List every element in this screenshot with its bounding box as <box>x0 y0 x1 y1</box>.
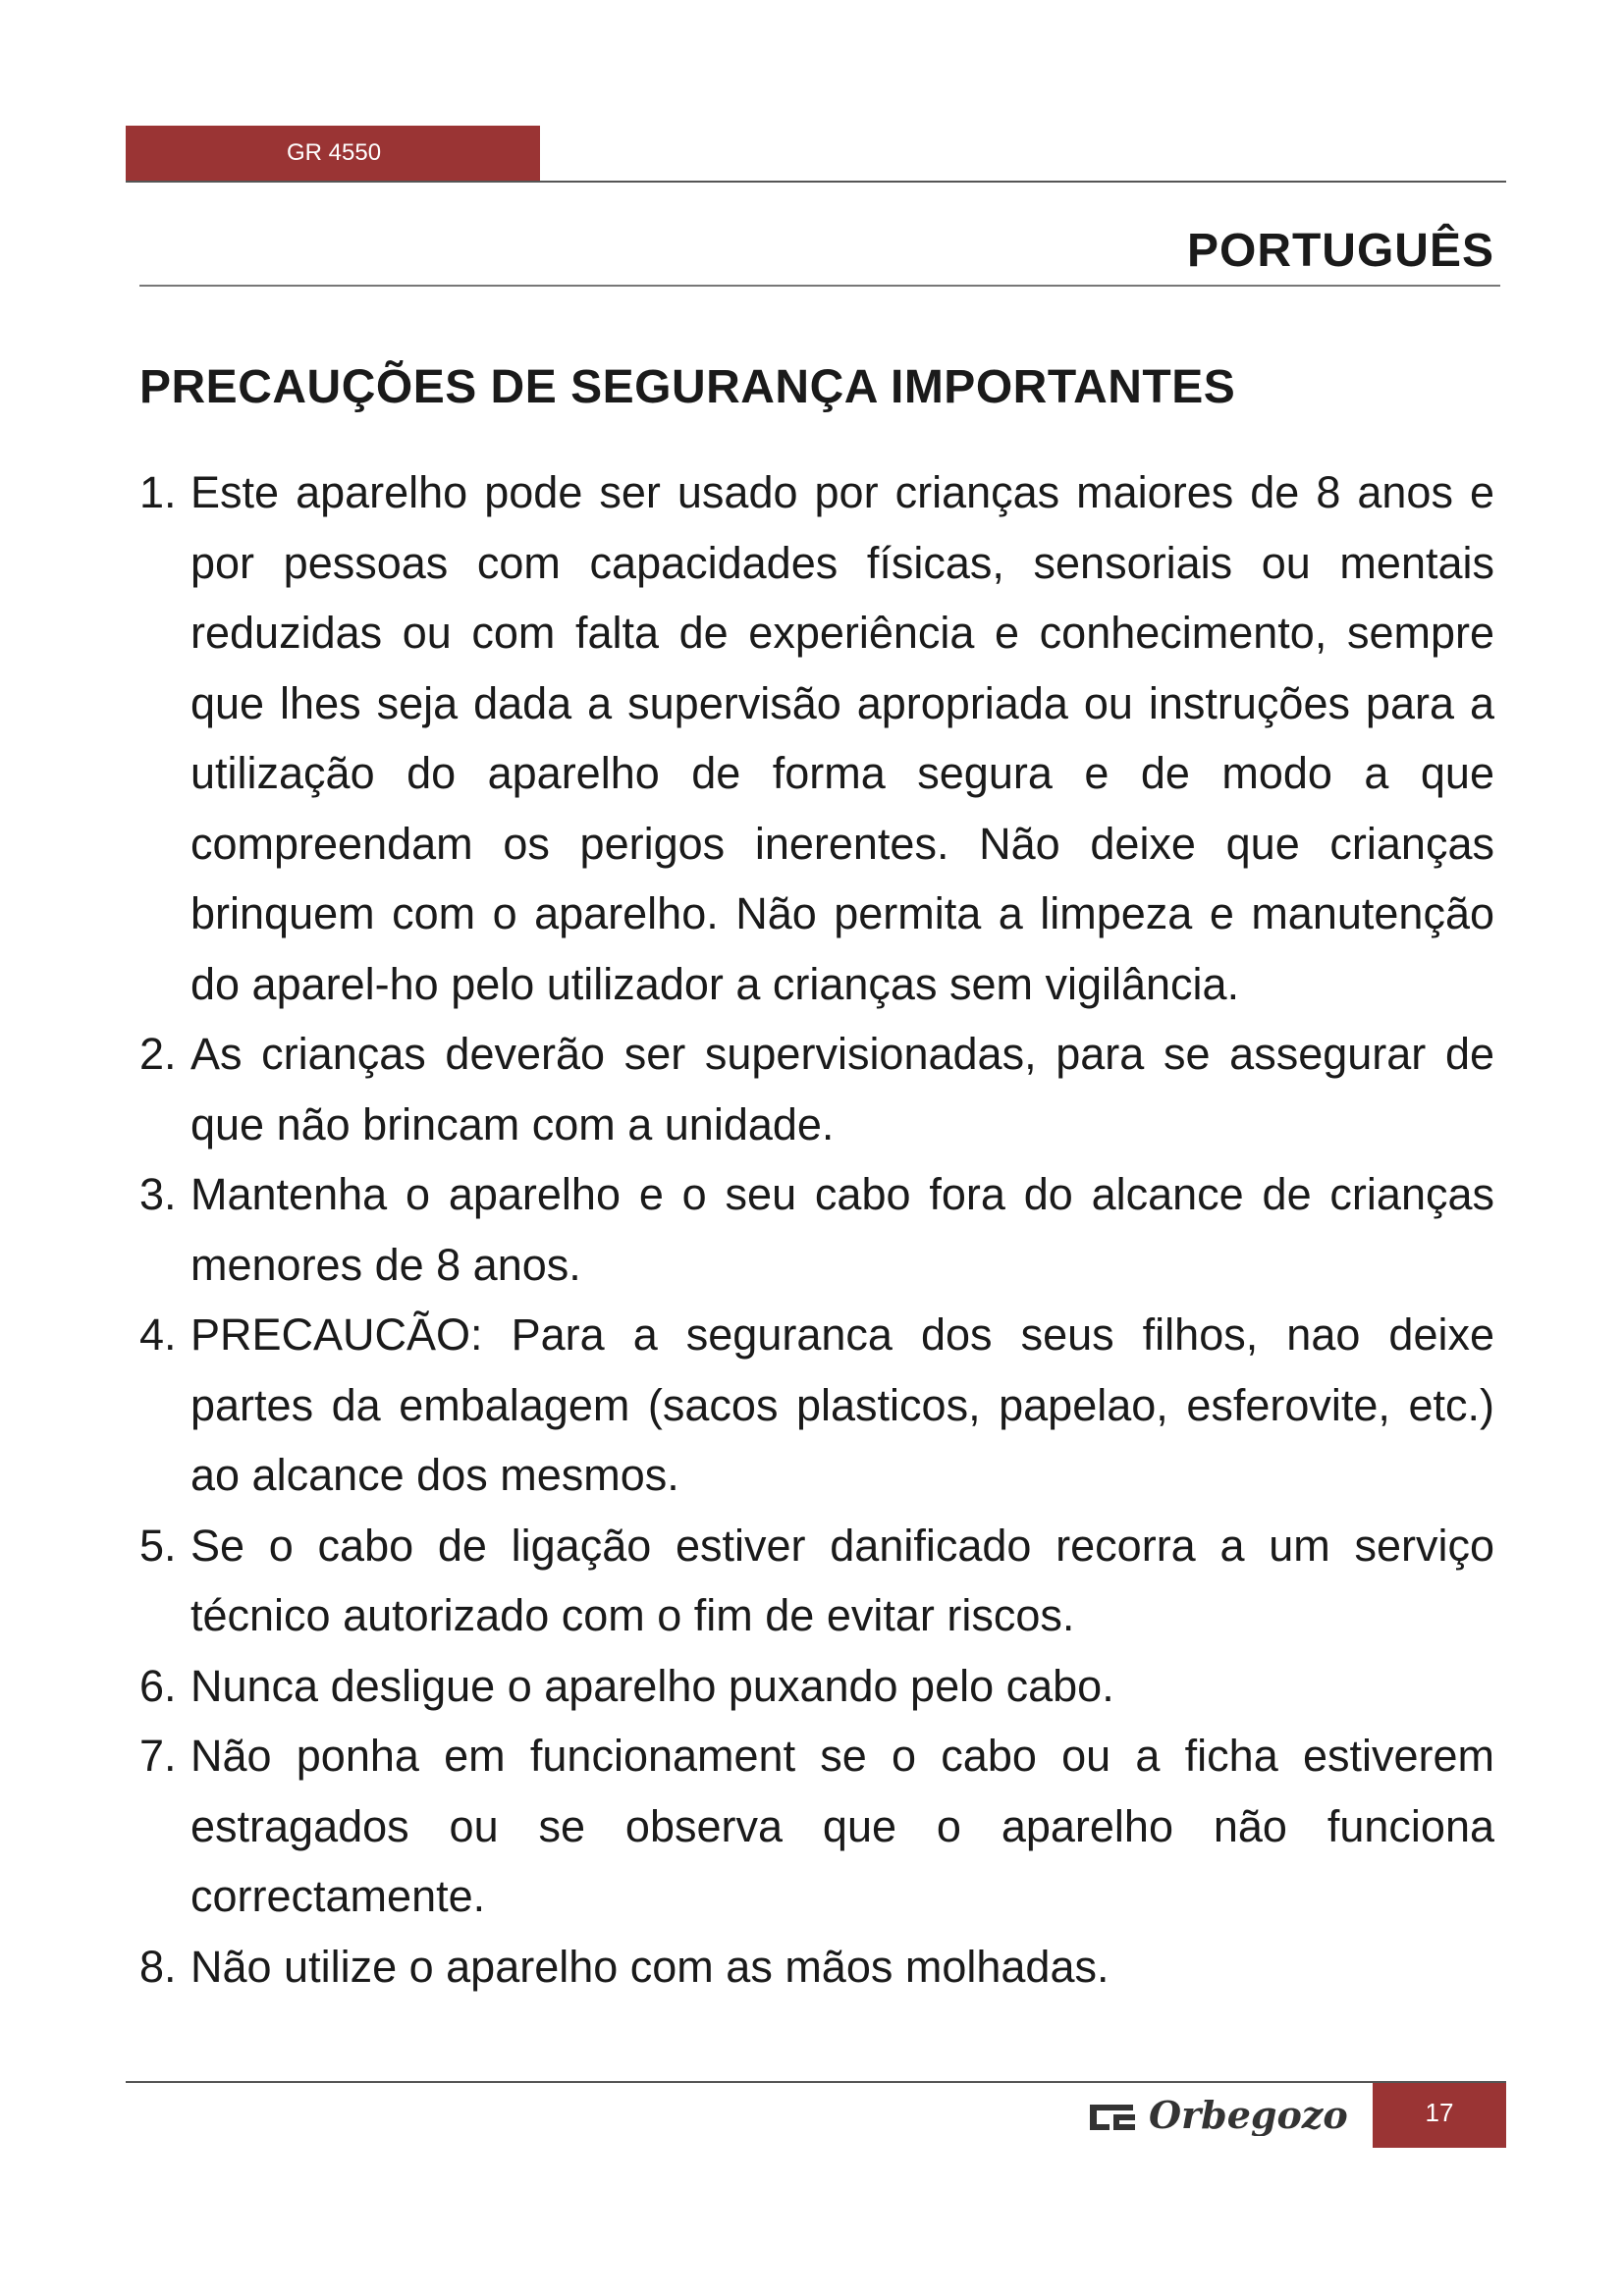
list-item <box>139 1511 1494 1651</box>
list-item-number: 7. <box>139 1731 177 1781</box>
section-title: PRECAUÇÕES DE SEGURANÇA IMPORTANTES <box>139 361 1236 413</box>
list-item-number: 1. <box>139 467 177 517</box>
page-number: 17 <box>1425 2098 1454 2127</box>
list-item-text: Se o cabo de ligação estiver danificado recorra a um serviço técnico autorizado com o fim de evitar riscos. <box>190 1520 1494 1640</box>
model-label: GR 4550 <box>287 139 382 166</box>
footer-rule <box>126 2081 1506 2083</box>
language-heading: PORTUGUÊS <box>1186 225 1494 277</box>
list-item-text: Não utilize o aparelho com as mãos molhadas. <box>190 1941 1110 1992</box>
list-item <box>139 1019 1494 1159</box>
list-item <box>139 457 1494 1019</box>
list-item-text: PRECAUCÃO: Para a seguranca dos seus filhos, nao deixe partes da embalagem (sacos plasticos, papelao, esferovite, etc.) ao alcance dos mesmos. <box>190 1309 1494 1500</box>
list-item-text: Nunca desligue o aparelho puxando pelo cabo. <box>190 1660 1114 1711</box>
list-item <box>139 1159 1494 1300</box>
list-item <box>139 1932 1494 2002</box>
brand-wordmark: Orbegozo <box>1149 2093 1348 2136</box>
header-rule <box>126 181 1506 183</box>
list-item <box>139 1651 1494 1722</box>
brand-mark-icon <box>1090 2105 1135 2130</box>
list-item-number: 4. <box>139 1309 177 1360</box>
list-item-text: Este aparelho pode ser usado por crianças maiores de 8 anos e por pessoas com capacidades físicas, sensoriais ou mentais reduzidas ou com falta de experiência e conhecimento, sempre que lhes seja dada a supervisão apropriada ou instruções para a utilização do aparelho de forma segura e de modo a que compreendam os perigos inerentes. Não deixe que crianças brinquem com o aparelho. Não permita a limpeza e manutenção do aparel-ho pelo utilizador a crianças sem vigilância. <box>190 467 1494 1009</box>
list-item-number: 6. <box>139 1660 177 1711</box>
list-item <box>139 1721 1494 1932</box>
safety-list <box>139 457 1494 2002</box>
list-item-number: 5. <box>139 1520 177 1571</box>
page-number-box <box>1373 2083 1506 2148</box>
list-item-number: 2. <box>139 1029 177 1079</box>
model-tab <box>126 126 540 181</box>
list-item-number: 8. <box>139 1941 177 1992</box>
list-item-text: Mantenha o aparelho e o seu cabo fora do alcance de crianças menores de 8 anos. <box>190 1169 1494 1290</box>
brand-logo <box>1088 2093 1353 2136</box>
list-item <box>139 1300 1494 1511</box>
language-rule <box>139 285 1500 287</box>
list-item-number: 3. <box>139 1169 177 1219</box>
list-item-text: As crianças deverão ser supervisionadas, para se assegurar de que não brincam com a unidade. <box>190 1029 1494 1149</box>
list-item-text: Não ponha em funcionament se o cabo ou a ficha estiverem estragados ou se observa que o aparelho não funciona correctamente. <box>190 1731 1494 1921</box>
